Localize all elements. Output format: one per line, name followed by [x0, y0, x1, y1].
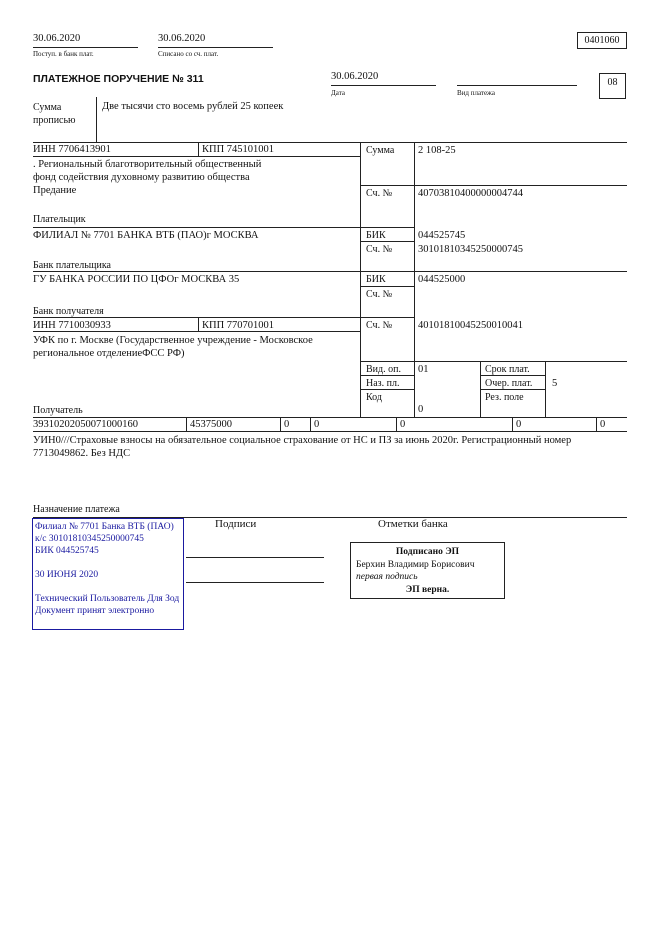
stamp-line-2: к/с 30101810345250000745 — [35, 534, 144, 544]
payment-type-label: Вид платежа — [457, 89, 496, 97]
debited-label: Списано со сч. плат. — [158, 50, 219, 58]
payer-kpp: КПП 745101001 — [202, 144, 275, 155]
payer-bank-account: 30101810345250000745 — [418, 244, 523, 255]
code-label: Код — [366, 392, 382, 403]
ep-verified: ЭП верна. — [405, 585, 450, 595]
bank-marks-label: Отметки банка — [378, 518, 448, 530]
payer-bank-bik: 044525745 — [418, 230, 466, 241]
stamp-line-3: БИК 044525745 — [35, 546, 99, 556]
payee-inn: ИНН 7710030933 — [33, 320, 111, 331]
amount-words: Две тысячи сто восемь рублей 25 копеек — [102, 101, 284, 112]
ep-signer: Берхин Владимир Борисович — [356, 560, 475, 570]
amount-words-label: Сумма прописью — [33, 102, 76, 126]
term-label: Срок плат. — [485, 364, 530, 375]
reserve-label: Рез. поле — [485, 392, 524, 403]
code-value: 0 — [418, 404, 424, 415]
received-label: Поступ. в банк плат. — [33, 50, 94, 58]
payee-bank-name: ГУ БАНКА РОССИИ ПО ЦФОг МОСКВА 35 — [33, 274, 240, 285]
amount-label: Сумма — [366, 145, 395, 156]
tax-doc-date: 0 — [516, 419, 522, 430]
op-type-label: Вид. оп. — [366, 364, 401, 375]
payer-bank-bik-label: БИК — [366, 230, 386, 241]
received-date: 30.06.2020 — [33, 33, 81, 44]
payer-inn: ИНН 7706413901 — [33, 144, 111, 155]
tax-kbk: 39310202050071000160 — [33, 419, 138, 430]
payee-bank-bik: 044525000 — [418, 274, 466, 285]
bank-stamp — [32, 518, 184, 630]
op-type: 01 — [418, 364, 429, 375]
signatures-label: Подписи — [215, 518, 257, 530]
purpose-label: Назначение платежа — [33, 504, 120, 515]
status-code: 08 — [599, 73, 626, 99]
payee-account: 40101810045250010041 — [418, 320, 523, 331]
payer-bank-label: Банк плательщика — [33, 260, 111, 271]
tax-last: 0 — [600, 419, 606, 430]
purpose-code-label: Наз. пл. — [366, 378, 400, 389]
payer-bank-account-label: Сч. № — [366, 244, 393, 255]
payer-label: Плательщик — [33, 214, 86, 225]
stamp-user: Технический Пользователь Для Зод — [35, 594, 180, 604]
tax-basis: 0 — [284, 419, 290, 430]
tax-period: 0 — [314, 419, 320, 430]
tax-doc-num: 0 — [400, 419, 406, 430]
date-label: Дата — [331, 89, 345, 97]
payee-bank-account-label: Сч. № — [366, 289, 393, 300]
payer-account-label: Сч. № — [366, 188, 393, 199]
amount-value: 2 108-25 — [418, 145, 456, 156]
purpose-text: УИН0///Страховые взносы на обязательное социальное страхование от НС и ПЗ за июнь 2020г. Регистрационный номер 7713049862. Без НДС — [33, 435, 572, 459]
stamp-date: 30 ИЮНЯ 2020 — [35, 570, 99, 580]
form-code: 0401060 — [577, 32, 627, 49]
payee-name: УФК по г. Москве (Государственное учреждение - Московское региональное отделениеФСС РФ) — [33, 335, 313, 359]
payee-label: Получатель — [33, 405, 83, 416]
stamp-status: Документ принят электронно — [35, 606, 155, 616]
debited-date: 30.06.2020 — [158, 33, 206, 44]
payer-account: 40703810400000004744 — [418, 188, 523, 199]
payee-account-label: Сч. № — [366, 320, 393, 331]
payee-kpp: КПП 770701001 — [202, 320, 275, 331]
tax-oktmo: 45375000 — [190, 419, 232, 430]
stamp-line-1: Филиал № 7701 Банка ВТБ (ПАО) — [35, 522, 174, 532]
priority-label: Очер. плат. — [485, 378, 533, 389]
payee-bank-bik-label: БИК — [366, 274, 386, 285]
priority: 5 — [552, 378, 558, 389]
payer-name: . Региональный благотворительный общественный фонд содействия духовному развитию общества Предание — [33, 159, 262, 196]
ep-signature-box — [350, 542, 505, 599]
ep-title: Подписано ЭП — [395, 547, 460, 557]
payee-bank-label: Банк получателя — [33, 306, 104, 317]
document-title: ПЛАТЕЖНОЕ ПОРУЧЕНИЕ № 311 — [33, 73, 204, 85]
payer-bank-name: ФИЛИАЛ № 7701 БАНКА ВТБ (ПАО)г МОСКВА — [33, 230, 259, 241]
ep-role: первая подпись — [356, 572, 418, 582]
document-date: 30.06.2020 — [331, 71, 379, 82]
